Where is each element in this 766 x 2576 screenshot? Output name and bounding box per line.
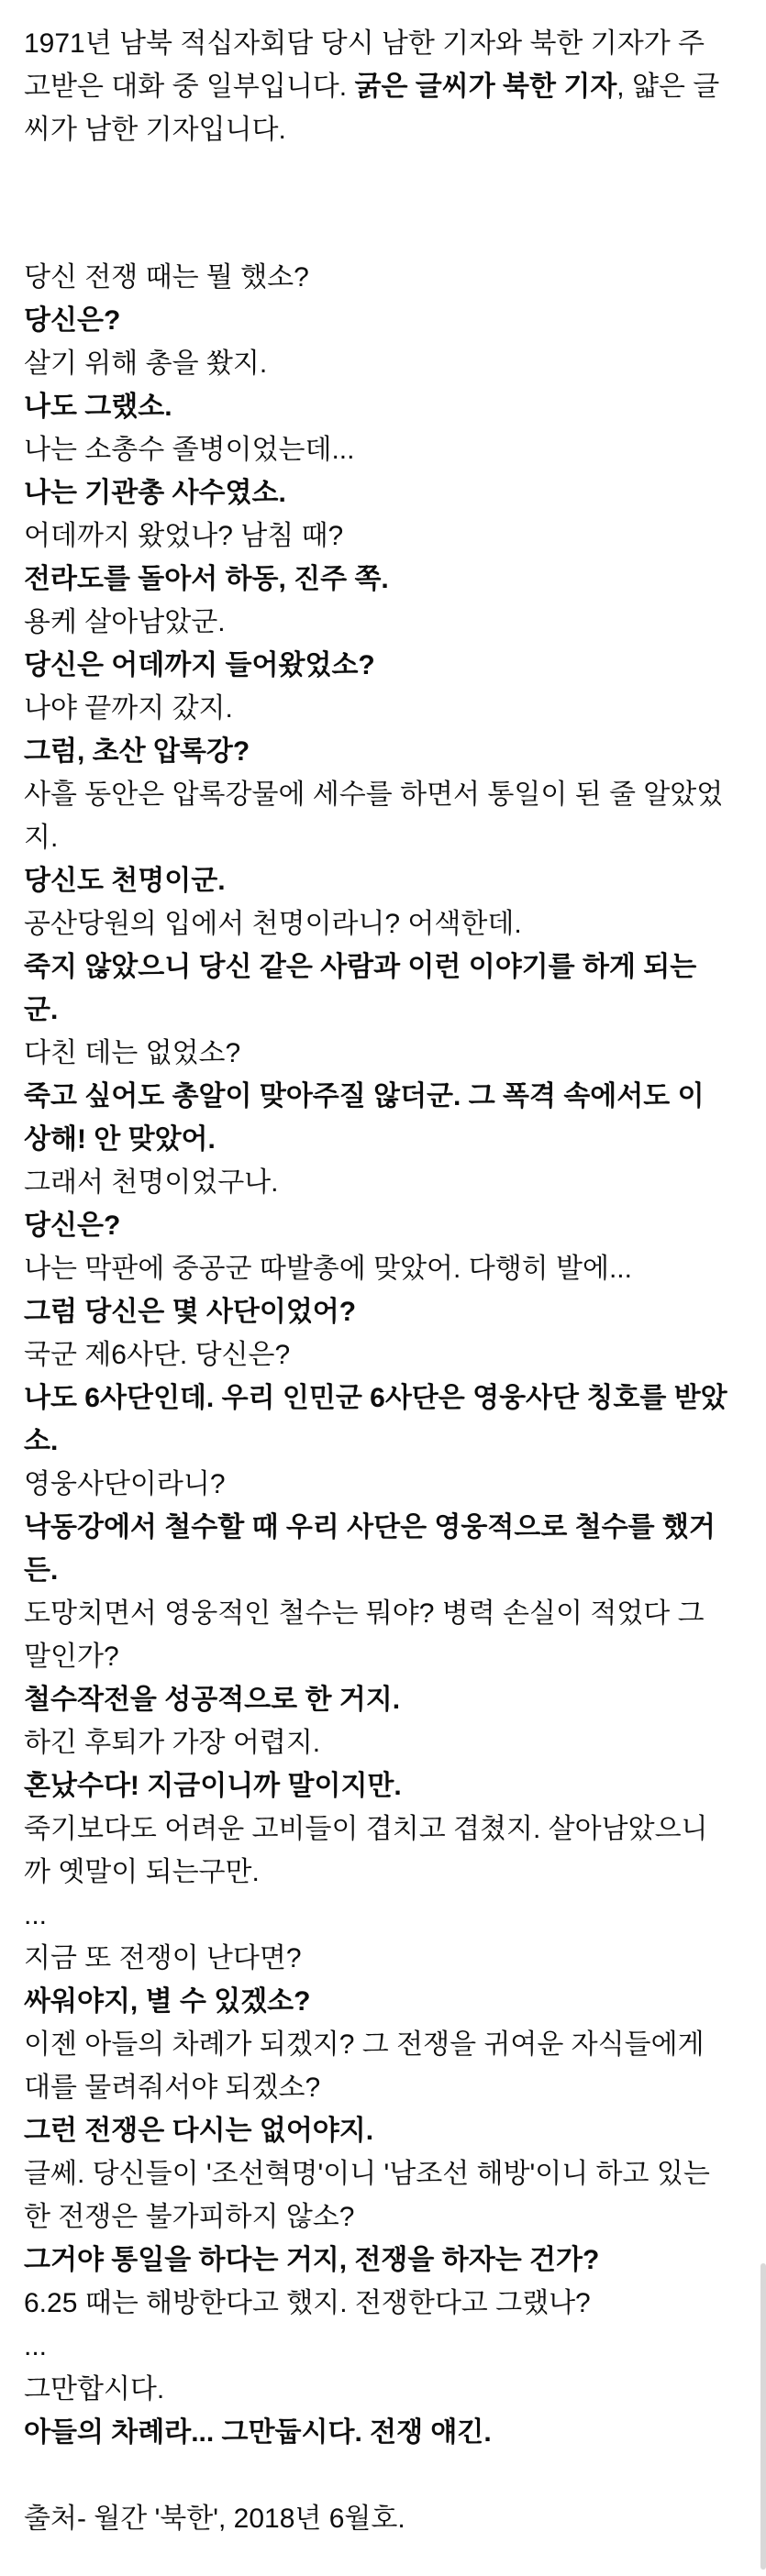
scrollbar-thumb[interactable] — [760, 2263, 766, 2570]
dialogue-line: 국군 제6사단. 당신은? — [24, 1340, 291, 1370]
dialogue-line: 전라도를 돌아서 하동, 진주 쪽. — [24, 564, 389, 594]
dialogue-line: 어데까지 왔었나? 남침 때? — [24, 521, 344, 551]
dialogue-line: 나도 그랬소. — [24, 392, 172, 422]
dialogue-line: 당신은? — [24, 1211, 121, 1241]
intro-segment-regular: 1971년 남북 적십자회담 당시 남한 기자와 북한 기자가 주고받은 대화 중 일부입니다. — [24, 28, 705, 102]
dialogue-line: 그래서 천명이었구나. — [24, 1167, 279, 1198]
source-line: 출처- 월간 '북한', 2018년 6월호. — [24, 2504, 405, 2534]
dialogue-line: 당신은 어데까지 들어왔었소? — [24, 650, 375, 680]
dialogue-line: 6.25 때는 해방한다고 했지. 전쟁한다고 그랬나? — [24, 2288, 591, 2318]
intro-segment-bold: 굵은 글씨가 북한 기자 — [354, 72, 617, 102]
dialogue-line: 그거야 통일을 하다는 거지, 전쟁을 하자는 건가? — [24, 2245, 600, 2275]
dialogue-line: 그런 전쟁은 다시는 없어야지. — [24, 2116, 374, 2146]
dialogue-line: 사흘 동안은 압록강물에 세수를 하면서 통일이 된 줄 알았었지. — [24, 779, 724, 853]
dialogue-line: 혼났수다! 지금이니까 말이지만. — [24, 1771, 402, 1801]
dialogue-line: 살기 위해 총을 쐈지. — [24, 348, 268, 379]
dialogue-line: 당신은? — [24, 305, 121, 336]
dialogue-line: 글쎄. 당신들이 '조선혁명'이니 '남조선 해방'이니 하고 있는 한 전쟁은 불가피하지 않소? — [24, 2159, 710, 2232]
dialogue-line: 영웅사단이라니? — [24, 1469, 226, 1499]
intro-paragraph — [24, 22, 729, 151]
dialogue-line: 죽고 싶어도 총알이 맞아주질 않더군. 그 폭격 속에서도 이상해! 안 맞았어. — [24, 1081, 705, 1155]
dialogue-line: 싸워야지, 별 수 있겠소? — [24, 1986, 311, 2017]
dialogue-line: ... — [24, 2331, 48, 2361]
dialogue-line: 아들의 차례라... 그만둡시다. 전쟁 얘긴. — [24, 2417, 492, 2448]
dialogue-line: 그럼 당신은 몇 사단이었어? — [24, 1297, 357, 1327]
dialogue-line: 당신 전쟁 때는 뭘 했소? — [24, 262, 309, 293]
dialogue-line: 하긴 후퇴가 가장 어렵지. — [24, 1728, 321, 1758]
dialogue-line: 지금 또 전쟁이 난다면? — [24, 1943, 302, 1973]
dialogue-line: ... — [24, 1900, 48, 1930]
dialogue-line: 나도 6사단인데. 우리 인민군 6사단은 영웅사단 칭호를 받았소. — [24, 1383, 727, 1456]
dialogue-line: 당신도 천명이군. — [24, 866, 226, 896]
dialogue-line: 죽기보다도 어려운 고비들이 겹치고 겹쳤지. 살아남았으니까 옛말이 되는구만. — [24, 1814, 708, 1887]
dialogue-line: 그럼, 초산 압록강? — [24, 736, 250, 767]
dialogue-line: 낙동강에서 철수할 때 우리 사단은 영웅적으로 철수를 했거든. — [24, 1512, 716, 1586]
dialogue-list — [24, 256, 729, 2454]
dialogue-line: 다친 데는 없었소? — [24, 1038, 241, 1068]
dialogue-line: 도망치면서 영웅적인 철수는 뭐야? 병력 손실이 적었다 그말인가? — [24, 1598, 705, 1672]
dialogue-line: 용케 살아남았군. — [24, 607, 226, 637]
dialogue-line: 나야 끝까지 갔지. — [24, 693, 233, 724]
dialogue-line: 그만합시다. — [24, 2374, 165, 2405]
dialogue-line: 죽지 않았으니 당신 같은 사람과 이런 이야기를 하게 되는군. — [24, 952, 697, 1025]
intro-segment-regular: , 얇은 글씨가 남한 기자입니다. — [24, 72, 720, 145]
dialogue-line: 나는 막판에 중공군 따발총에 맞았어. 다행히 발에... — [24, 1254, 632, 1284]
dialogue-line: 나는 기관총 사수였소. — [24, 478, 286, 508]
dialogue-line: 나는 소총수 졸병이었는데... — [24, 435, 355, 465]
dialogue-line: 이젠 아들의 차례가 되겠지? 그 전쟁을 귀여운 자식들에게 대를 물려줘서야 되겠소? — [24, 2029, 705, 2103]
dialogue-line: 철수작전을 성공적으로 한 거지. — [24, 1685, 401, 1715]
dialogue-line: 공산당원의 입에서 천명이라니? 어색한데. — [24, 909, 522, 939]
